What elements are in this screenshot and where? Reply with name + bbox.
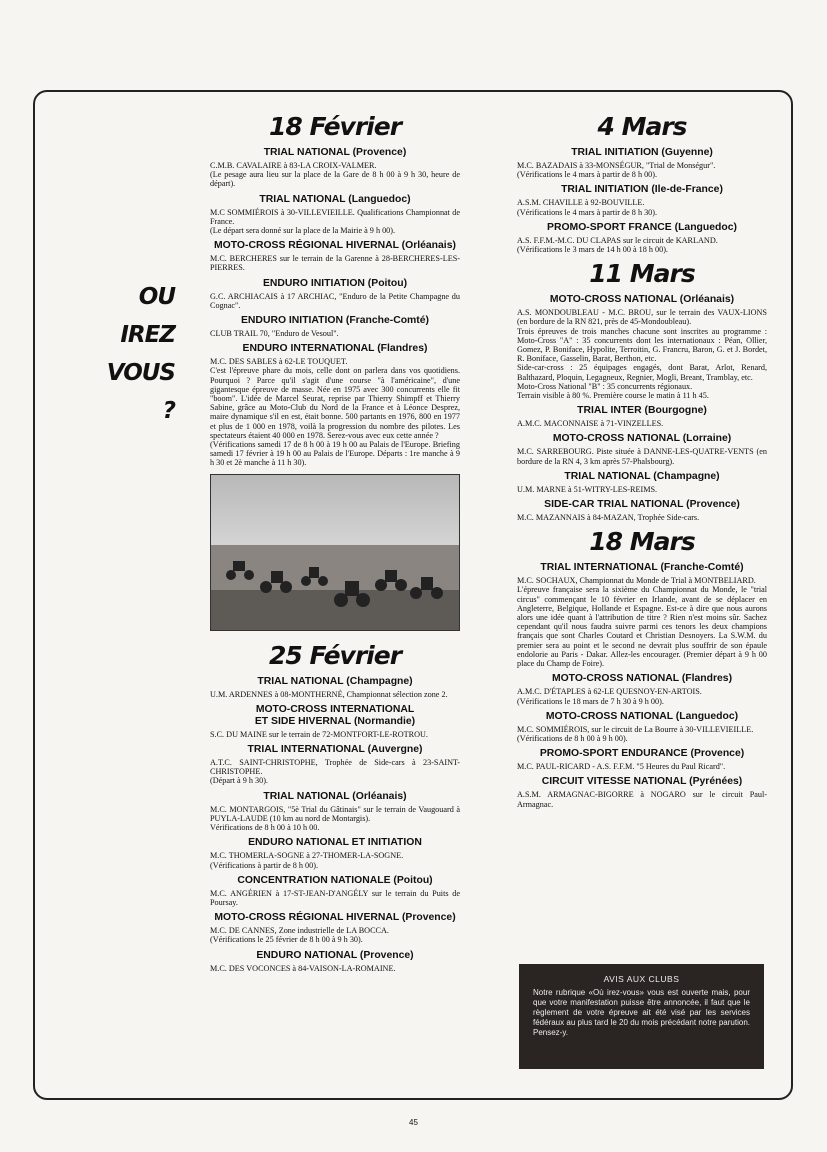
event-title: TRIAL NATIONAL (Champagne) xyxy=(257,675,413,687)
event-title: MOTO-CROSS NATIONAL (Languedoc) xyxy=(545,710,739,722)
event-title: MOTO-CROSS INTERNATIONAL ET SIDE HIVERNAL (Normandie) xyxy=(254,703,416,727)
event-entry xyxy=(210,875,460,907)
event-title: PROMO-SPORT ENDURANCE (Provence) xyxy=(539,748,745,760)
event-description: M.C. BERCHERES sur le terrain de la Garenne à 28-BERCHERES-LES-PIERRES. xyxy=(210,254,460,273)
event-entry xyxy=(210,278,460,310)
event-description: A.S. MONDOUBLEAU - M.C. BROU, sur le terrain des VAUX-LIONS (en bordure de la RN 821, près de 45-Mondoubleau). Trois épreuves de trois manches chacune sont inscrites au programme : Moto-Cross "A" : 35 concurrents dont les internationaux : Péan, Ollier, Gomez, P. Boniface, Hypolite, Terroitin, G. Francru, Baron, G. et J. Bordet, R. Boniface, Gasselin, Barat, Berthon, etc. Side-car-cross : 25 équipages engagés, dont Barat, Arlot, Renard, Balthazard, Ploquin, Legagneux, Regnier, Mogli, Breant, Tramblay, etc. Moto-Cross National "B" : 35 concurrents régionaux. Terrain visible à 80 %. Première course le matin à 11 h 45. xyxy=(517,308,767,401)
event-entry xyxy=(517,294,767,400)
event-title: ENDURO INTERNATIONAL (Flandres) xyxy=(242,343,428,355)
event-entry xyxy=(210,315,460,338)
heading-line: VOUS ? xyxy=(106,360,175,424)
event-title: TRIAL INITIATION (Guyenne) xyxy=(571,147,713,158)
event-description: M.C. PAUL-RICARD - A.S. F.F.M. "5 Heures du Paul Ricard". xyxy=(517,762,726,772)
event-description: M.C. ANGÉRIEN à 17-ST-JEAN-D'ANGÉLY sur le terrain du Puits de Poursay. xyxy=(210,888,460,907)
event-title: PROMO-SPORT FRANCE (Languedoc) xyxy=(547,221,737,233)
event-entry xyxy=(517,147,767,179)
event-title: ENDURO NATIONAL (Provence) xyxy=(256,949,414,961)
date-heading: 11 Mars xyxy=(589,259,695,289)
event-title: MOTO-CROSS NATIONAL (Lorraine) xyxy=(552,433,732,445)
event-entry xyxy=(517,184,767,216)
event-title: TRIAL NATIONAL (Champagne) xyxy=(564,470,720,482)
event-title: TRIAL INTERNATIONAL (Franche-Comté) xyxy=(540,562,744,574)
event-title: ENDURO NATIONAL ET INITIATION xyxy=(248,837,422,849)
event-description: CLUB TRAIL 70, "Enduro de Vesoul". xyxy=(210,329,339,339)
event-description: M.C. DES SABLES à 62-LE TOUQUET. C'est l'épreuve phare du mois, celle dont on parlera dans vos quotidiens. Pourquoi ? Parce qu'il s'agit d'une course "à l'américaine", d'une gigantesque épreuve de masse. Née en 1975 avec 300 concurrents elle fit "boom". L'idée de Marcel Seurat, reprise par Thierry Shimpff et Thierry Sabine, grâce au Moto-Club du Nord de la France et à Léonce Desprez, maire dynamique s'il en est, était bonne. 500 partants en 1976, 800 en 1977 et plus de 1 000 en 1978, voilà la progression du nombre des pilotes. Les spectateurs étaient 40 000 en 1978. Serez-vous avec eux cette année ? (Vérifications samedi 17 de 8 h 00 à 19 h 00 au Palais de l'Europe. Briefing samedi 17 février à 19 h 00 au Palais de l'Europe. Départs : 1re manche à 9 h 30 et 2è manche à 11 h 30). xyxy=(210,357,460,468)
event-description: A.T.C. SAINT-CHRISTOPHE, Trophée de Side-cars à 23-SAINT-CHRISTOPHE. (Départ à 9 h 30). xyxy=(210,758,460,786)
page-number: 45 xyxy=(409,1118,418,1127)
event-description: A.S.M. ARMAGNAC-BIGORRE à NOGARO sur le circuit Paul-Armagnac. xyxy=(517,790,767,809)
event-description: M.C SOMMIÉROIS à 30-VILLEVIEILLE. Qualifications Championnat de France. (Le départ sera donné sur la place de la Mairie à 9 h 00). xyxy=(210,207,460,236)
event-description: M.C. MAZANNAIS à 84-MAZAN, Trophée Side-cars. xyxy=(517,513,700,523)
event-title: TRIAL INTER (Bourgogne) xyxy=(577,405,707,417)
event-entry xyxy=(517,433,767,465)
avis-aux-clubs-box xyxy=(519,964,764,1069)
event-description: M.C. BAZADAIS à 33-MONSÉGUR, "Trial de Monségur". (Vérifications le 4 mars à partir de 8 h 00). xyxy=(517,161,716,180)
event-description: A.S.M. CHAVILLE à 92-BOUVILLE. (Vérifications le 4 mars à partir de 8 h 30). xyxy=(517,198,658,217)
event-description: M.C. MONTARGOIS, "5è Trial du Gâtinais" sur le terrain de Vaugouard à PUYLA-LAUDE (10 km au nord de Montargis). Vérifications de 8 h 00 à 10 h 00. xyxy=(210,804,460,833)
event-entry xyxy=(517,222,767,254)
event-entry xyxy=(517,673,767,705)
event-entry xyxy=(210,950,460,973)
date-heading: 18 Mars xyxy=(589,527,695,557)
event-description: G.C. ARCHIACAIS à 17 ARCHIAC, "Enduro de la Petite Champagne du Cognac". xyxy=(210,291,460,310)
event-title: CIRCUIT VITESSE NATIONAL (Pyrénées) xyxy=(541,776,743,788)
event-description: A.M.C. MACONNAISE à 71-VINZELLES. xyxy=(517,419,664,429)
event-title: MOTO-CROSS NATIONAL (Orléanais) xyxy=(549,294,735,306)
event-entry xyxy=(210,194,460,236)
event-title: TRIAL NATIONAL (Orléanais) xyxy=(263,790,407,802)
event-entry xyxy=(210,744,460,786)
event-entry xyxy=(517,562,767,668)
event-description: M.C. THOMERLA-SOGNE à 27-THOMER-LA-SOGNE. (Vérifications à partir de 8 h 00). xyxy=(210,851,404,870)
event-title: TRIAL NATIONAL (Provence) xyxy=(263,147,407,158)
ou-irez-vous-heading xyxy=(100,278,175,430)
event-description: M.C. DES VOCONCES à 84-VAISON-LA-ROMAINE. xyxy=(210,963,396,973)
event-entry xyxy=(210,343,460,467)
event-entry xyxy=(517,711,767,743)
event-description: A.S. F.F.M.-M.C. DU CLAPAS sur le circuit de KARLAND. (Vérifications le 3 mars de 14 h 00 à 18 h 00). xyxy=(517,235,718,255)
event-entry xyxy=(210,837,460,869)
event-description: M.C. SOMMIÉROIS, sur le circuit de La Bourre à 30-VILLEVIEILLE. (Vérifications de 8 h 00 à 9 h 00). xyxy=(517,724,754,743)
event-description: U.M. ARDENNES à 08-MONTHERNÉ, Championnat sélection zone 2. xyxy=(210,689,448,699)
event-title: ENDURO INITIATION (Franche-Comté) xyxy=(241,315,429,327)
date-heading: 25 Février xyxy=(268,640,402,670)
event-title: MOTO-CROSS RÉGIONAL HIVERNAL (Orléanais) xyxy=(214,240,456,252)
date-heading: 18 Février xyxy=(268,112,402,141)
event-entry xyxy=(517,405,767,428)
event-title: CONCENTRATION NATIONALE (Poitou) xyxy=(237,874,433,886)
event-entry xyxy=(210,791,460,833)
event-title: TRIAL INITIATION (Ile-de-France) xyxy=(561,184,723,196)
event-entry xyxy=(210,676,460,699)
heading-line: IREZ xyxy=(120,322,175,348)
event-title: ENDURO INITIATION (Poitou) xyxy=(262,277,408,289)
event-entry xyxy=(517,471,767,494)
event-entry xyxy=(210,912,460,944)
event-description: M.C. SOCHAUX, Championnat du Monde de Trial à MONTBELIARD. L'épreuve française sera la sixième du Championnat du Monde, le "trial circus" commençant le 10 février en Irlande, avant de se déplacer en Angleterre, Belgique, Hollande et Espagne. Est-ce à dire que nous aurons alors une idée quant à l'attribution de titre ? Rien n'est moins sûr. Sachez cependant qu'il nous faudra suivre parmi ces tenors les deux champions français que sont Charles Coutard et Christian Desnoyers. La S.W.M. du premier sera au point et le second ne devrait plus souffrir de son épaule endolorie au Paris - Dakar. Allez-les encourager. (Premier départ à 9 h 00 place du Champ de Foire). xyxy=(517,576,767,669)
event-title: SIDE-CAR TRIAL NATIONAL (Provence) xyxy=(544,499,740,511)
event-entry xyxy=(210,704,460,739)
heading-line: OU xyxy=(138,284,175,310)
right-column xyxy=(517,110,767,814)
motocross-photo xyxy=(210,474,460,631)
event-title: TRIAL INTERNATIONAL (Auvergne) xyxy=(247,744,423,756)
event-entry xyxy=(517,748,767,771)
left-column xyxy=(210,110,460,978)
event-description: C.M.B. CAVALAIRE à 83-LA CROIX-VALMER. (Le pesage aura lieu sur la place de la Gare de 8 h 00 à 9 h 30, heure de départ). xyxy=(210,161,460,189)
avis-text: Notre rubrique «Où irez-vous» vous est ouverte mais, pour que votre manifestation puisse être annoncée, il faut que le règlement de votre épreuve ait été visé par les services fédéraux au plus tard le 20 du mois précédant notre parution. Pensez-y. xyxy=(533,988,750,1037)
event-title: TRIAL NATIONAL (Languedoc) xyxy=(259,193,411,205)
event-description: M.C. DE CANNES, Zone industrielle de LA BOCCA. (Vérifications le 25 février de 8 h 00 à 9 h 30). xyxy=(210,926,389,945)
event-entry xyxy=(517,776,767,808)
event-description: S.C. DU MAINE sur le terrain de 72-MONTFORT-LE-ROTROU. xyxy=(210,729,428,739)
event-description: A.M.C. D'ÉTAPLES à 62-LE QUESNOY-EN-ARTOIS. (Vérifications le 18 mars de 7 h 30 à 9 h 00). xyxy=(517,687,702,706)
event-description: M.C. SARREBOURG. Piste située à DANNE-LES-QUATRE-VENTS (en bordure de la RN 4, 3 km après 57-Phalsbourg). xyxy=(517,447,767,466)
avis-title: AVIS AUX CLUBS xyxy=(603,974,680,984)
event-entry xyxy=(210,240,460,272)
date-heading: 4 Mars xyxy=(597,112,687,141)
event-entry xyxy=(517,499,767,522)
event-title: MOTO-CROSS RÉGIONAL HIVERNAL (Provence) xyxy=(214,912,456,924)
event-title: MOTO-CROSS NATIONAL (Flandres) xyxy=(551,673,733,685)
event-description: U.M. MARNE à 51-WITRY-LES-REIMS. xyxy=(517,484,658,494)
event-entry xyxy=(210,147,460,189)
